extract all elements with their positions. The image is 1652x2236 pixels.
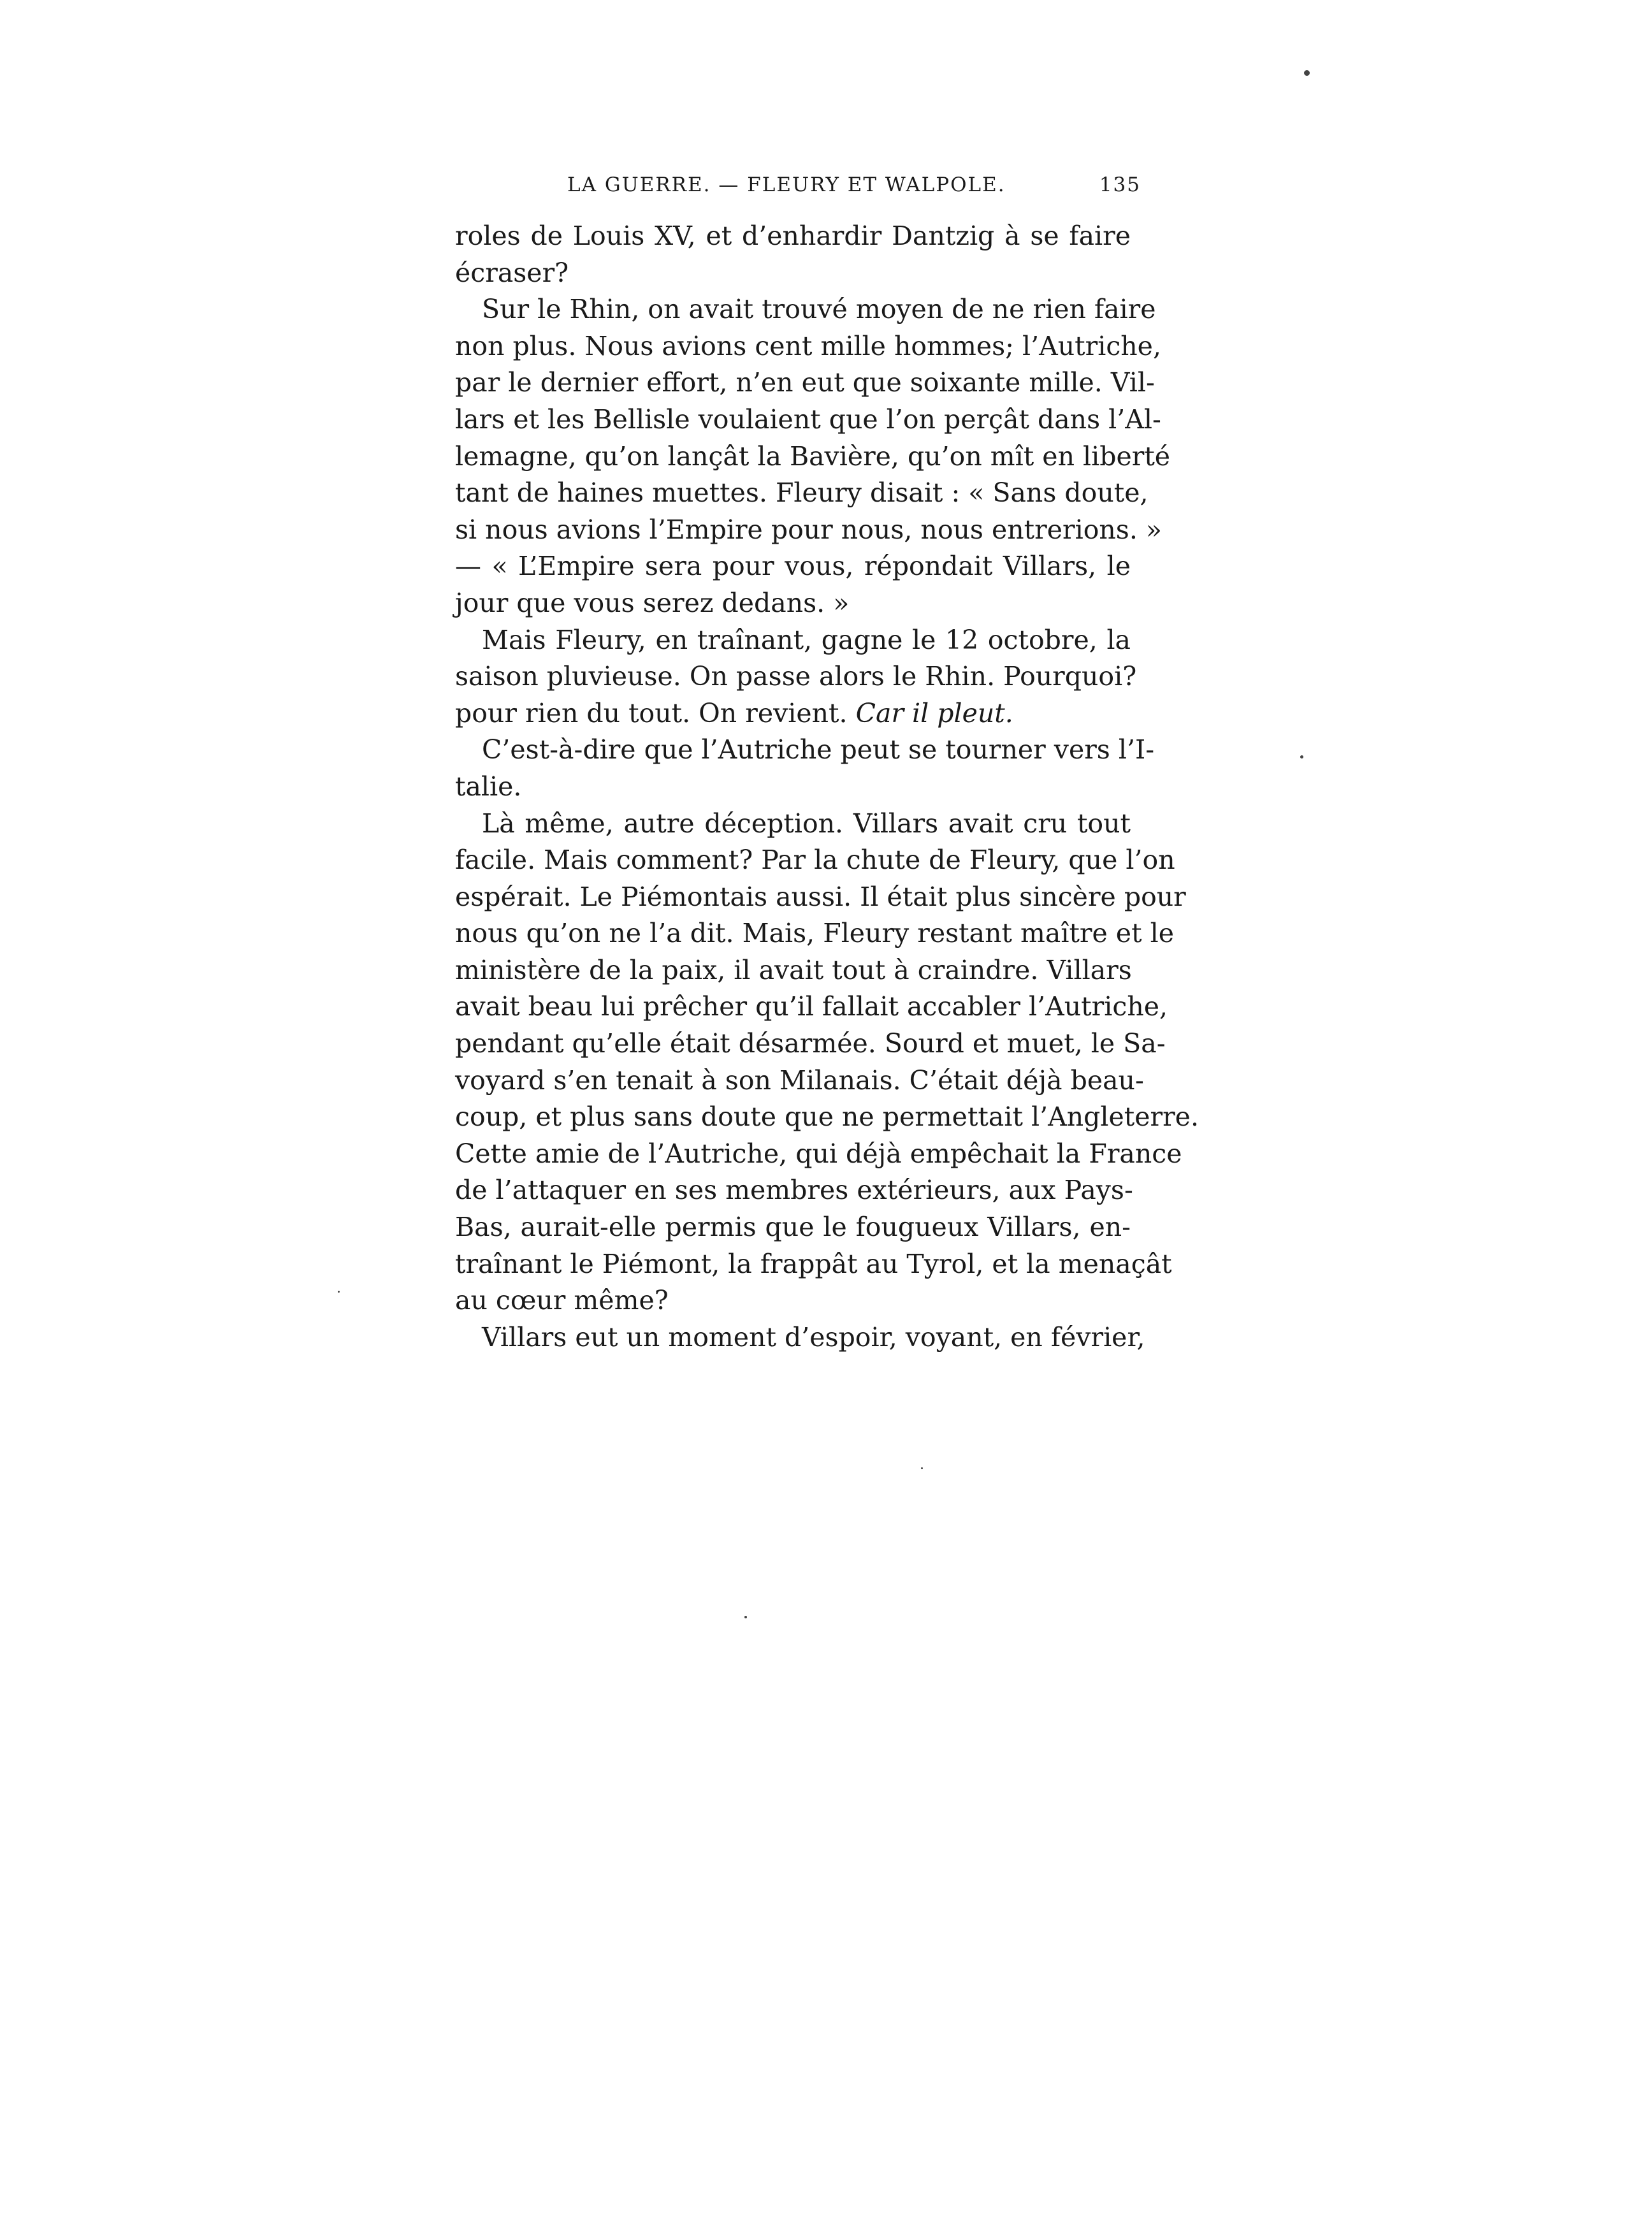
text-line: ministère de la paix, il avait tout à craindre. Villars xyxy=(455,954,1132,985)
text-line: Mais Fleury, en traînant, gagne le 12 octobre, la xyxy=(482,624,1131,655)
text-line: facile. Mais comment? Par la chute de Fleury, que l’on xyxy=(455,845,1175,876)
text-line: talie. xyxy=(455,771,522,802)
text-line: Sur le Rhin, on avait trouvé moyen de ne rien faire xyxy=(482,294,1156,325)
scan-speck xyxy=(338,1291,340,1293)
text-line: jour que vous serez dedans. » xyxy=(455,587,850,618)
text-line: pendant qu’elle était désarmée. Sourd et muet, le Sa- xyxy=(455,1028,1166,1059)
text-line: par le dernier effort, n’en eut que soixante mille. Vil- xyxy=(455,367,1155,398)
text-line: nous qu’on ne l’a dit. Mais, Fleury restant maître et le xyxy=(455,918,1174,949)
text-line: saison pluvieuse. On passe alors le Rhin. Pourquoi? xyxy=(455,661,1137,692)
text-line: lemagne, qu’on lançât la Bavière, qu’on mît en liberté xyxy=(455,440,1171,472)
text-line: de l’attaquer en ses membres extérieurs, aux Pays- xyxy=(455,1175,1133,1206)
running-title: LA GUERRE. — FLEURY ET WALPOLE. xyxy=(567,173,1006,196)
text-line: tant de haines muettes. Fleury disait : « Sans doute, xyxy=(455,477,1148,509)
text-line: C’est-à-dire que l’Autriche peut se tourner vers l’I- xyxy=(482,734,1155,766)
text-line: coup, et plus sans doute que ne permettait l’Angleterre. xyxy=(455,1101,1199,1133)
scan-speck xyxy=(744,1616,747,1618)
text-line: écraser? xyxy=(455,257,569,288)
text-line: voyard s’en tenait à son Milanais. C’était déjà beau- xyxy=(455,1064,1144,1096)
text-line: Cette amie de l’Autriche, qui déjà empêchait la France xyxy=(455,1138,1182,1169)
text-line: Villars eut un moment d’espoir, voyant, en février, xyxy=(482,1321,1145,1353)
text-line: roles de Louis XV, et d’enhardir Dantzig à se faire xyxy=(455,221,1131,251)
text-span: pour rien du tout. On revient. xyxy=(455,697,856,729)
text-line: non plus. Nous avions cent mille hommes; l’Autriche, xyxy=(455,330,1161,361)
text-line: traînant le Piémont, la frappât au Tyrol, et la menaçât xyxy=(455,1248,1172,1279)
scan-speck xyxy=(1304,70,1310,76)
scan-speck xyxy=(921,1467,923,1469)
text-line: Là même, autre déception. Villars avait cru tout xyxy=(482,808,1131,839)
text-line xyxy=(455,695,1131,732)
page-number: 135 xyxy=(1099,173,1141,196)
body-text xyxy=(455,218,1199,1356)
italic-phrase: Car il pleut. xyxy=(855,697,1013,729)
page-header xyxy=(567,173,1141,207)
text-line: espérait. Le Piémontais aussi. Il était plus sincère pour xyxy=(455,881,1186,912)
scan-speck xyxy=(1300,755,1303,759)
text-line: lars et les Bellisle voulaient que l’on perçât dans l’Al- xyxy=(455,403,1161,435)
text-line: — « L’Empire sera pour vous, répondait Villars, le xyxy=(455,551,1131,582)
text-line: Bas, aurait-elle permis que le fougueux Villars, en- xyxy=(455,1212,1131,1243)
text-line: si nous avions l’Empire pour nous, nous entrerions. » xyxy=(455,514,1162,545)
text-line: au cœur même? xyxy=(455,1285,669,1316)
text-line: avait beau lui prêcher qu’il fallait accabler l’Autriche, xyxy=(455,991,1168,1022)
